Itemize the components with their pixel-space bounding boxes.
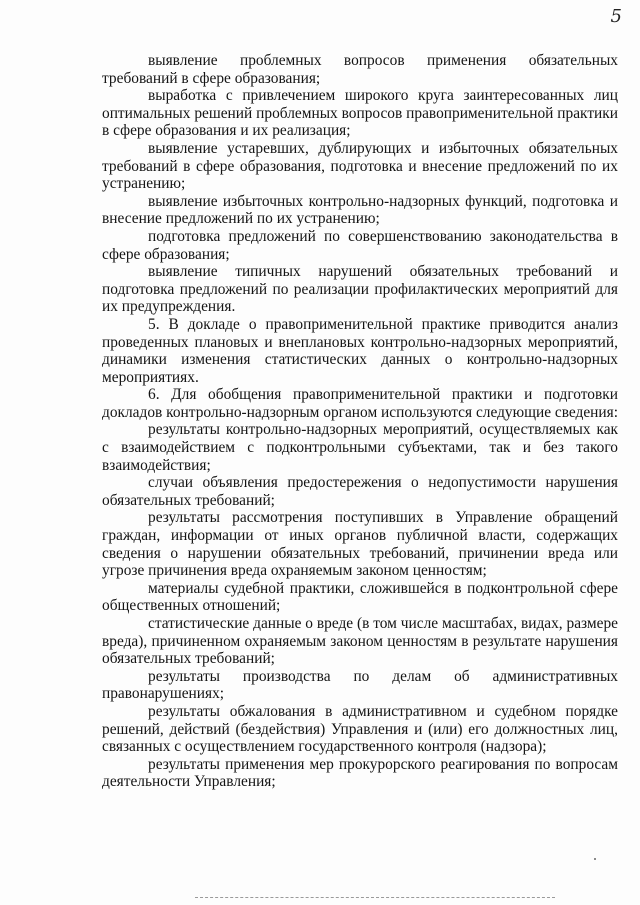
paragraph: выявление проблемных вопросов применения обязательных требований в сфере образования; — [102, 52, 618, 87]
paragraph: результаты применения мер прокурорского реагирования по вопросам деятельности Управления; — [102, 755, 618, 791]
document-body — [102, 52, 618, 791]
paragraph: выявление устаревших, дублирующих и избыточных обязательных требований в сфере образования, подготовка и внесение предложений по их устранению; — [102, 139, 618, 193]
paragraph: выявление избыточных контрольно-надзорных функций, подготовка и внесение предложений по их устранению; — [102, 192, 618, 228]
paragraph: статистические данные о вреде (в том числе масштабах, видах, размере вреда), причиненном охраняемым законом ценностям в результате нарушения обязательных требований; — [102, 615, 618, 668]
page-number: 5 — [610, 6, 622, 27]
paragraph: материалы судебной практики, сложившейся в подконтрольной сфере общественных отношений; — [102, 579, 618, 615]
paragraph: результаты контрольно-надзорных мероприятий, осуществляемых как с взаимодействием с подконтрольными субъектами, так и без такого взаимодействия; — [102, 421, 618, 474]
scan-speck — [594, 858, 596, 860]
paragraph: выработка с привлечением широкого круга заинтересованных лиц оптимальных решений проблемных вопросов правоприменительной практики в сфере образования и их реализация; — [102, 87, 618, 140]
paragraph: 6. Для обобщения правоприменительной практики и подготовки докладов контрольно-надзорным органом используются следующие сведения: — [102, 386, 618, 421]
paragraph: результаты обжалования в административном и судебном порядке решений, действий (бездействия) Управления и (или) его должностных лиц, связанных с осуществлением государственного контроля (надзора); — [102, 702, 618, 756]
paragraph: 5. В докладе о правоприменительной практике приводится анализ проведенных плановых и внеплановых контрольно-надзорных мероприятий, динамики изменения статистических данных о контрольно-надзорных мероприятиях. — [102, 315, 618, 386]
paragraph: подготовка предложений по совершенствованию законодательства в сфере образования; — [102, 227, 618, 263]
paragraph: случаи объявления предостережения о недопустимости нарушения обязательных требований; — [102, 474, 618, 509]
paragraph: результаты производства по делам об административных правонарушениях; — [102, 667, 618, 703]
footer-rule — [195, 897, 555, 898]
paragraph: выявление типичных нарушений обязательных требований и подготовка предложений по реализации профилактических мероприятий для их предупреждения. — [102, 263, 618, 316]
paragraph: результаты рассмотрения поступивших в Управление обращений граждан, информации от иных органов публичной власти, содержащих сведения о нарушении обязательных требований, причинении вреда или угрозе причинения вреда охраняемым законом ценностям; — [102, 509, 618, 580]
